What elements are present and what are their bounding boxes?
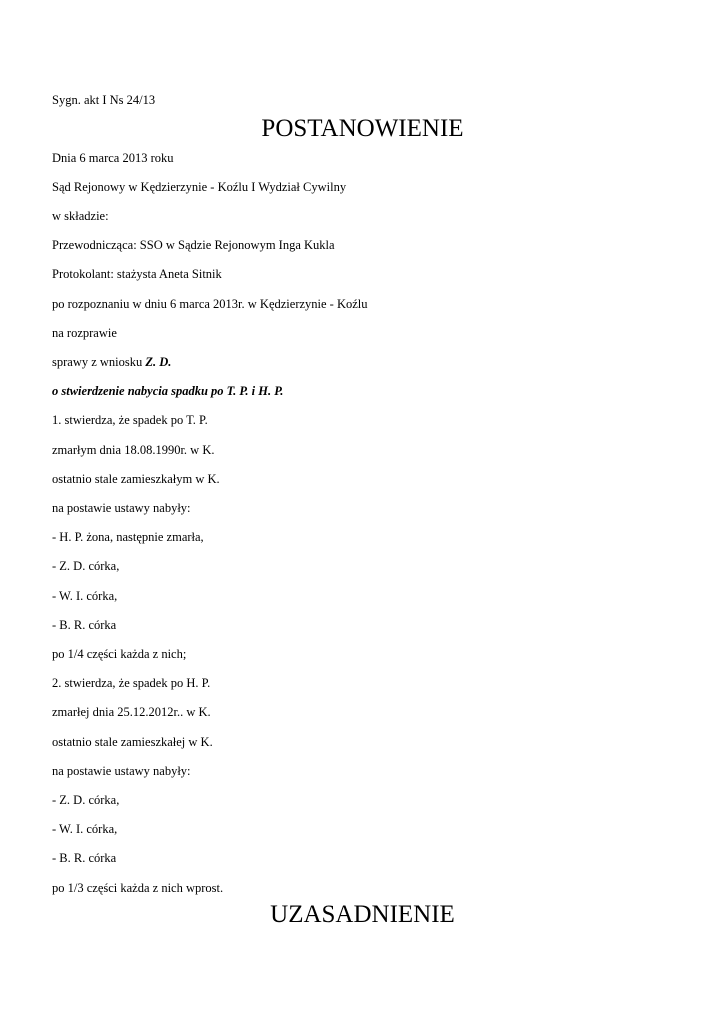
ruling-2-heir: - W. I. córka, — [52, 822, 118, 836]
applicant-name: Z. D. — [145, 355, 172, 369]
ruling-2-heir: - B. R. córka — [52, 851, 117, 865]
composition-label: w składzie: — [52, 209, 109, 223]
court-name: Sąd Rejonowy w Kędzierzynie - Koźlu I Wydział Cywilny — [52, 180, 347, 194]
ruling-2-death: zmarłej dnia 25.12.2012r.. w K. — [52, 705, 211, 719]
ruling-1-heir: - H. P. żona, następnie zmarła, — [52, 530, 204, 544]
ruling-2-basis: na postawie ustawy nabyły: — [52, 764, 191, 778]
ruling-1-residence: ostatnio stale zamieszkałym w K. — [52, 472, 220, 486]
court-clerk: Protokolant: stażysta Aneta Sitnik — [52, 267, 222, 281]
ruling-2-share: po 1/3 części każda z nich wprost. — [52, 881, 224, 895]
presiding-judge: Przewodnicząca: SSO w Sądzie Rejonowym Inga Kukla — [52, 238, 335, 252]
case-subject: o stwierdzenie nabycia spadku po T. P. i H. P. — [52, 384, 284, 398]
justification-title: UZASADNIENIE — [270, 901, 455, 928]
hearing-line: po rozpoznaniu w dniu 6 marca 2013r. w Kędzierzynie - Koźlu — [52, 297, 368, 311]
ruling-1-death: zmarłym dnia 18.08.1990r. w K. — [52, 443, 215, 457]
ruling-1-heir: - B. R. córka — [52, 618, 117, 632]
document-title: POSTANOWIENIE — [261, 115, 464, 142]
ruling-2-residence: ostatnio stale zamieszkałej w K. — [52, 735, 213, 749]
hearing-type: na rozprawie — [52, 326, 117, 340]
case-applicant-line — [52, 355, 171, 369]
ruling-1-share: po 1/4 części każda z nich; — [52, 647, 187, 661]
ruling-1-heir: - Z. D. córka, — [52, 559, 120, 573]
ruling-1-heir: - W. I. córka, — [52, 589, 118, 603]
case-signature: Sygn. akt I Ns 24/13 — [52, 93, 156, 107]
ruling-1-basis: na postawie ustawy nabyły: — [52, 501, 191, 515]
ruling-2-heir: - Z. D. córka, — [52, 793, 120, 807]
case-prefix: sprawy z wniosku — [52, 355, 146, 369]
ruling-2-intro: 2. stwierdza, że spadek po H. P. — [52, 676, 211, 690]
date-line: Dnia 6 marca 2013 roku — [52, 151, 174, 165]
ruling-1-intro: 1. stwierdza, że spadek po T. P. — [52, 413, 208, 427]
